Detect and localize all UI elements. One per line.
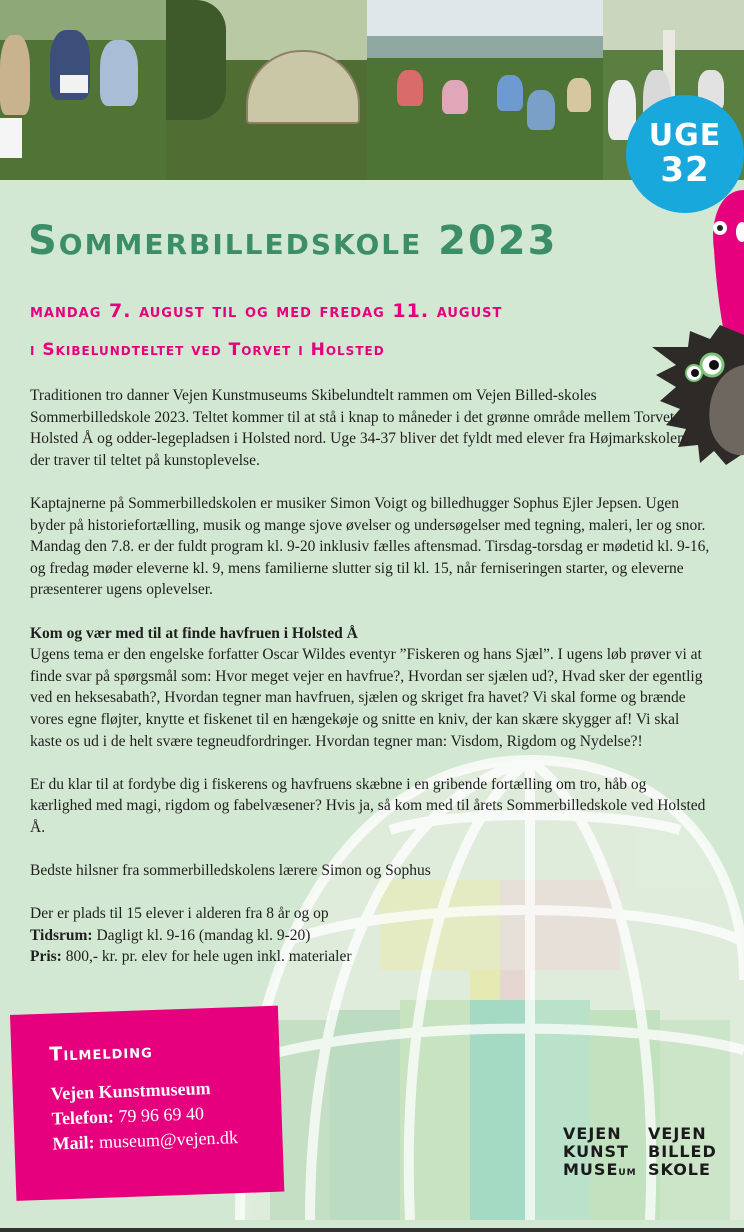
signup-box: [10, 1006, 284, 1201]
week-badge-number: 32: [660, 150, 710, 190]
price-value: 800,- kr. pr. elev for hele ugen inkl. materialer: [61, 948, 352, 966]
theme-heading: Kom og vær med til at finde havfruen i Holsted Å: [30, 624, 358, 642]
location-subtitle: i Skibelundteltet ved Torvet i Holsted: [30, 340, 385, 360]
time-line: [30, 925, 710, 947]
vejen-billedskole-logo: VEJEN BILLED SKOLE: [648, 1124, 717, 1179]
week-badge: [626, 95, 744, 213]
week-badge-label: UGE: [648, 118, 722, 153]
price-label: Pris:: [30, 948, 62, 966]
mail-label: Mail:: [52, 1132, 95, 1154]
article-body: [30, 385, 710, 968]
captains-paragraph: Kaptajnerne på Sommerbilledskolen er musiker Simon Voigt og billedhugger Sophus Ejler Jepsen. Ugen byder på historiefortælling, musik og mange sjove øvelser og undersøgelser med tegning, maleri, ler og snor. Mandag den 7.8. er der fuldt program kl. 9-20 inklusiv fælles aftensmad. Tirsdag-torsdag er mødetid kl. 9-16, og fredag møder eleverne kl. 9, mens familierne slutter sig til kl. 15, når ferniseringen starter, og eleverne præsenterer ugens oplevelser.: [30, 494, 710, 599]
intro-paragraph: Traditionen tro danner Vejen Kunstmuseums Skibelundtelt rammen om Vejen Billed-skoles Sommerbilledskole 2023. Teltet kommer til at stå i knap to måneder i det grønne område mellem Torvet, Holsted Å og odder-legepladsen i Holsted nord. Uge 34-37 bliver det fyldt med elever fra Højmarkskolen, der traver til teltet på kunstoplevelse.: [30, 387, 689, 469]
phone-label: Telefon:: [51, 1106, 115, 1129]
price-line: [30, 946, 710, 968]
theme-paragraph: Ugens tema er den engelske forfatter Oscar Wildes eventyr ”Fiskeren og hans Sjæl”. I ugens løb prøver vi at finde svar på spørgsmål som: Hvor meget vejer en havfrue?, Hvordan ser sjælen ud?, Hvad sker der egentlig ved en heksesabath?, Hvordan tegner man havfruen, sjælen og skriget fra havet? Vi skal forme og brænde vores egne fløjter, knytte et fiskenet til en hængekøje og snitte en kniv, der kan skære skygger af! Vi skal kaste os ud i de helt svære tegneudfordringer. Hvordan tegner man: Visdom, Rigdom og Nydelse?!: [30, 646, 703, 750]
phone-number[interactable]: 79 96 69 40: [113, 1103, 205, 1127]
photo-children-drawing: [0, 0, 166, 180]
photo-tent-field: [166, 0, 367, 180]
signup-heading: Tilmelding: [49, 1040, 154, 1066]
mail-address[interactable]: museum@vejen.dk: [94, 1127, 239, 1153]
signup-org: Vejen Kunstmuseum: [50, 1078, 211, 1104]
invite-paragraph: Er du klar til at fordybe dig i fiskerens og havfruens skæbne i en gribende fortælling om tro, håb og kærlighed med magi, rigdom og fabelvæsener? Hvis ja, så kom med til årets Sommerbilledskole ved Holsted Å.: [30, 775, 706, 836]
signup-mail[interactable]: [52, 1125, 238, 1156]
vejen-kunstmuseum-logo: VEJEN KUNST MUSEUM: [563, 1124, 637, 1179]
bottom-border: [0, 1228, 744, 1232]
greeting-paragraph: Bedste hilsner fra sommerbilledskolens lærere Simon og Sophus: [30, 862, 431, 880]
photo-meadow-lake: [367, 0, 603, 180]
page-title: Sommerbilledskole 2023: [28, 218, 558, 264]
capacity-line: Der er plads til 15 elever i alderen fra 8 år og op: [30, 905, 329, 923]
time-label: Tidsrum:: [30, 926, 93, 944]
dates-subtitle: mandag 7. august til og med fredag 11. august: [30, 300, 503, 322]
time-value: Dagligt kl. 9-16 (mandag kl. 9-20): [92, 926, 311, 944]
